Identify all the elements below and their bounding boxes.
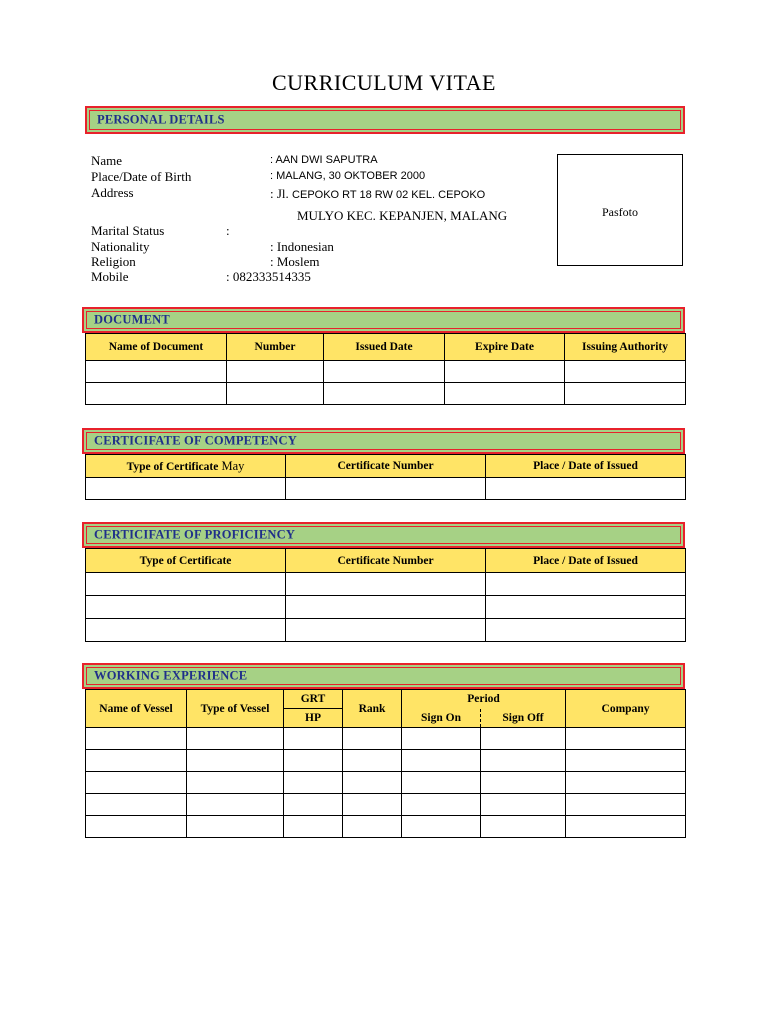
document-title: DOCUMENT [94, 312, 170, 327]
personal-details-title: PERSONAL DETAILS [97, 112, 225, 127]
work-cell[interactable] [187, 794, 284, 816]
work-cell[interactable] [402, 728, 481, 750]
marital-label: Marital Status [91, 223, 165, 238]
work-cell[interactable] [187, 816, 284, 838]
work-cell[interactable] [481, 750, 566, 772]
work-cell[interactable] [86, 794, 187, 816]
coc-cell[interactable] [486, 478, 686, 500]
work-col-hp: HP [284, 709, 343, 728]
coc-cell[interactable] [86, 478, 286, 500]
work-cell[interactable] [86, 728, 187, 750]
work-cell[interactable] [343, 816, 402, 838]
work-cell[interactable] [187, 750, 284, 772]
work-cell[interactable] [343, 750, 402, 772]
birth-value: : MALANG, 30 OKTOBER 2000 [270, 170, 426, 182]
work-cell[interactable] [86, 750, 187, 772]
coc-title: CERTICIFATE OF COMPETENCY [94, 433, 297, 448]
table-row [86, 573, 686, 596]
document-cell[interactable] [227, 383, 324, 405]
document-cell[interactable] [565, 383, 686, 405]
page-title: CURRICULUM VITAE [271, 70, 496, 95]
mobile-label: Mobile [91, 269, 129, 284]
work-cell[interactable] [566, 728, 686, 750]
document-col-issued: Issued Date [324, 334, 445, 361]
document-header [82, 307, 685, 333]
work-cell[interactable] [343, 794, 402, 816]
table-row [86, 619, 686, 642]
address-rest: CEPOKO RT 18 RW 02 KEL. CEPOKO [292, 189, 486, 201]
table-row [86, 361, 686, 383]
coc-col-type-label: Type of Certificate [126, 460, 219, 473]
work-col-period: Period [402, 690, 566, 709]
table-row [86, 383, 686, 405]
work-col-sign-off: Sign Off [481, 709, 566, 728]
personal-details-header [85, 106, 685, 134]
name-label: Name [91, 153, 123, 168]
document-cell[interactable] [227, 361, 324, 383]
document-table [85, 333, 686, 405]
document-col-authority: Issuing Authority [565, 334, 686, 361]
cop-col-number: Certificate Number [286, 549, 486, 573]
religion-value: : Moslem [270, 254, 320, 269]
document-cell[interactable] [324, 383, 445, 405]
work-col-vessel-type: Type of Vessel [187, 690, 284, 728]
work-cell[interactable] [481, 816, 566, 838]
cop-cell[interactable] [486, 619, 686, 642]
work-table [85, 689, 686, 838]
work-cell[interactable] [402, 816, 481, 838]
work-cell[interactable] [187, 728, 284, 750]
cop-cell[interactable] [86, 619, 286, 642]
work-title: WORKING EXPERIENCE [94, 668, 248, 683]
work-cell[interactable] [566, 816, 686, 838]
document-cell[interactable] [86, 383, 227, 405]
mobile-value: : 082333514335 [226, 269, 311, 284]
work-cell[interactable] [343, 728, 402, 750]
table-row [86, 728, 686, 750]
work-cell[interactable] [284, 728, 343, 750]
work-cell[interactable] [402, 772, 481, 794]
table-row [86, 596, 686, 619]
work-cell[interactable] [402, 750, 481, 772]
coc-col-type [86, 455, 286, 478]
work-cell[interactable] [481, 728, 566, 750]
cop-header [82, 522, 685, 548]
coc-col-type-suffix: May [218, 458, 245, 473]
cop-col-type: Type of Certificate [86, 549, 286, 573]
table-row [86, 750, 686, 772]
work-cell[interactable] [86, 772, 187, 794]
table-row [86, 794, 686, 816]
marital-value: : [226, 223, 230, 238]
religion-label: Religion [91, 254, 136, 269]
table-row [86, 772, 686, 794]
document-cell[interactable] [86, 361, 227, 383]
work-col-rank: Rank [343, 690, 402, 728]
work-cell[interactable] [481, 772, 566, 794]
work-col-sign-on: Sign On [402, 709, 481, 728]
cop-cell[interactable] [286, 619, 486, 642]
cop-cell[interactable] [286, 596, 486, 619]
document-col-expire: Expire Date [445, 334, 565, 361]
coc-table [85, 454, 686, 500]
photo-box [557, 154, 683, 266]
document-cell[interactable] [565, 361, 686, 383]
cop-cell[interactable] [486, 596, 686, 619]
work-cell[interactable] [566, 750, 686, 772]
work-cell[interactable] [86, 816, 187, 838]
cop-table [85, 548, 686, 642]
table-row [86, 816, 686, 838]
coc-col-number: Certificate Number [286, 455, 486, 478]
cop-cell[interactable] [486, 573, 686, 596]
work-cell[interactable] [284, 794, 343, 816]
cop-col-place: Place / Date of Issued [486, 549, 686, 573]
address-value [270, 185, 485, 203]
work-col-grt: GRT [284, 690, 343, 709]
document-cell[interactable] [324, 361, 445, 383]
work-cell[interactable] [481, 794, 566, 816]
table-row [86, 478, 686, 500]
work-cell[interactable] [187, 772, 284, 794]
address-prefix: : Jl. [270, 186, 293, 201]
cop-title: CERTICIFATE OF PROFICIENCY [94, 527, 296, 542]
photo-label: Pasfoto [602, 205, 638, 219]
work-col-vessel-name: Name of Vessel [86, 690, 187, 728]
cop-cell[interactable] [86, 573, 286, 596]
cop-cell[interactable] [286, 573, 486, 596]
address-line2: MULYO KEC. KEPANJEN, MALANG [297, 208, 508, 223]
document-col-number: Number [227, 334, 324, 361]
work-cell[interactable] [566, 772, 686, 794]
work-cell[interactable] [284, 816, 343, 838]
work-cell[interactable] [402, 794, 481, 816]
coc-col-place: Place / Date of Issued [486, 455, 686, 478]
document-cell[interactable] [445, 383, 565, 405]
work-header [82, 663, 685, 689]
birth-label: Place/Date of Birth [91, 169, 192, 184]
document-col-name: Name of Document [86, 334, 227, 361]
coc-cell[interactable] [286, 478, 486, 500]
work-col-company: Company [566, 690, 686, 728]
document-cell[interactable] [445, 361, 565, 383]
nationality-label: Nationality [91, 239, 150, 254]
coc-header [82, 428, 685, 454]
work-cell[interactable] [566, 794, 686, 816]
work-cell[interactable] [284, 750, 343, 772]
work-cell[interactable] [343, 772, 402, 794]
work-cell[interactable] [284, 772, 343, 794]
address-label: Address [91, 185, 134, 200]
cop-cell[interactable] [86, 596, 286, 619]
nationality-value: : Indonesian [270, 239, 334, 254]
name-value: : AAN DWI SAPUTRA [270, 154, 378, 166]
